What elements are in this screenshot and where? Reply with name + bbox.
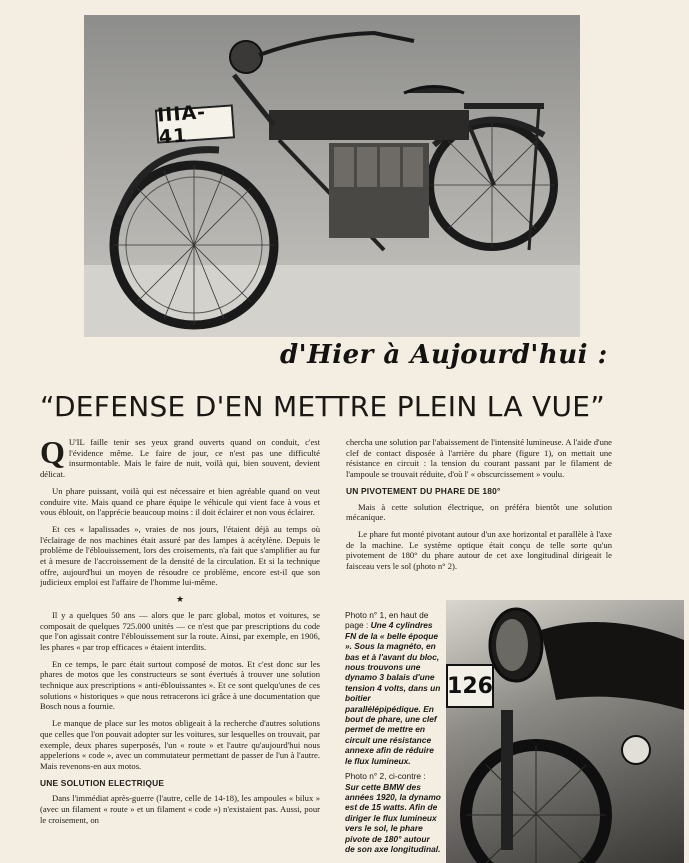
paragraph: Dans l'immédiat après-guerre (l'autre, celle de 14-18), les ampoules « bilux » (avec un filament « route » et un filament « code ») n'existaient pas. Aussi, pour le croisement, on <box>40 793 320 825</box>
section-heading: UNE SOLUTION ELECTRIQUE <box>40 777 165 788</box>
caption-lead: Photo n° 2, ci-contre : <box>345 771 426 782</box>
paragraph: Le manque de place sur les motos obligeait à la recherche d'autres solutions que celles que l'on pouvait adopter sur les voitures, sur lesquelles on trouvait, par exemple, deux phares superposés, l'un « route » et l'autre qu'aujourd'hui nous appelerions « code », avec un commutateur permettant de passer de l'un à l'autre. Mais revenons-en aux motos. <box>40 718 320 771</box>
caption-text: Sur cette BMW des années 1920, la dynamo est de 15 watts. Afin de diriger le flux lumineux vers le sol, le phare pivote de 180° autour de son axe longitudinal. <box>345 781 441 854</box>
paragraph: Et ces « lapalissades », vraies de nos jours, l'étaient déjà au temps où l'éclairage de nos machines était assuré par des lampes à acétylène. Depuis le problème de l'éblouissement, lors des croisements, n'a fait que s'amplifier au fur et à mesure de l'accroissement de la densité de la circulation. Et si la technique offre, aujourd'hui un moyen de résoudre ce problème, encore est-il que son judicieux emploi est l'affaire de l'homme lui-même. <box>40 523 320 588</box>
motorcycle-photo-bmw <box>446 600 684 863</box>
paragraph: Un phare puissant, voilà qui est nécessaire et bien agréable quand on veut conduire vite. Mais quand ce phare équipe le véhicule qui vient face à vous et vous éblouit, on l'apprécie beaucoup moins : il doit éclairer et non vous éclairer. <box>40 485 320 518</box>
article-subtitle: d'Hier à Aujourd'hui : <box>280 340 608 370</box>
drop-cap: Q <box>40 437 65 470</box>
paragraph: Mais à cette solution électrique, on préféra bientôt une solution mécanique. <box>346 501 612 523</box>
caption-1 <box>345 610 441 766</box>
license-plate-bmw: 126 <box>446 664 494 708</box>
left-text-column <box>40 437 320 857</box>
caption-2 <box>345 771 441 854</box>
paragraph: En ce temps, le parc était surtout composé de motos. Et c'est donc sur les phares de motos que les constructeurs se sont évertués à trouver une solution technique aux prescriptions « anti-éblouissantes ». Et ce sont quelqu'unes de ces solutions « historiques » que nous retracerons ici grâce à une documentation que Bosch nous a fournie. <box>40 658 320 712</box>
motorcycle-illustration <box>84 15 580 337</box>
bmw-illustration <box>446 600 684 863</box>
caption-text: Une 4 cylindres FN de la « belle époque ». Sous la magnéto, en bas et à l'avant du bloc, nous trouvons une dynamo 3 balais d'une tension 4 volts, dans un boitier parallélépipédique. En bout de phare, une clef permet de mettre en circuit une résistance annexe afin de réduire le flux lumineux. <box>345 620 441 766</box>
paragraph: chercha une solution par l'abaissement de l'intensité lumineuse. A l'aide d'une clef de contact disposée à l'arrière du phare (figure 1), on mettait une résistance en circuit : la tension du courant passant par le filament de l'ampoule se trouvait réduite, d'où l' « obscurcissement » voulu. <box>346 437 612 480</box>
article-title: “DEFENSE D'EN METTRE PLEIN LA VUE” <box>40 390 606 423</box>
paragraph: Il y a quelques 50 ans — alors que le parc global, motos et voitures, se composait de quelques 725.000 unités — ce n'est que par prescriptions du code que l'on agissait contre l'éblouissement sur la route. Ainsi, par exemple, en 1906, les phares « par trop efficaces » étaient interdits. <box>40 609 320 652</box>
paragraph <box>40 437 320 480</box>
star-separator-icon: ★ <box>175 594 185 605</box>
paragraph: Le phare fut monté pivotant autour d'un axe horizontal et parallèle à l'axe de la machine. Le système optique était conçu de telle sorte qu'un pivotement de 180° du phare autour de cet axe longitudinal dirigeait le faisceau vers le sol (photo n° 2). <box>346 528 612 572</box>
caption-lead: Photo n° 1, en haut de page : <box>345 610 429 631</box>
paragraph-text: U'IL faille tenir ses yeux grand ouverts quand on conduit, c'est l'évidence même. Le faire de jour, ce n'est pas une difficulté insurmontable. Mais le faire de nuit, voilà qui, bien souvent, devient délicat. <box>40 437 320 480</box>
right-text-column <box>346 437 612 597</box>
section-heading: UN PIVOTEMENT DU PHARE DE 180° <box>346 485 501 496</box>
license-plate-fn: IIIA-41 <box>155 104 235 143</box>
photo-captions <box>345 610 441 860</box>
motorcycle-photo-fn <box>84 15 580 337</box>
